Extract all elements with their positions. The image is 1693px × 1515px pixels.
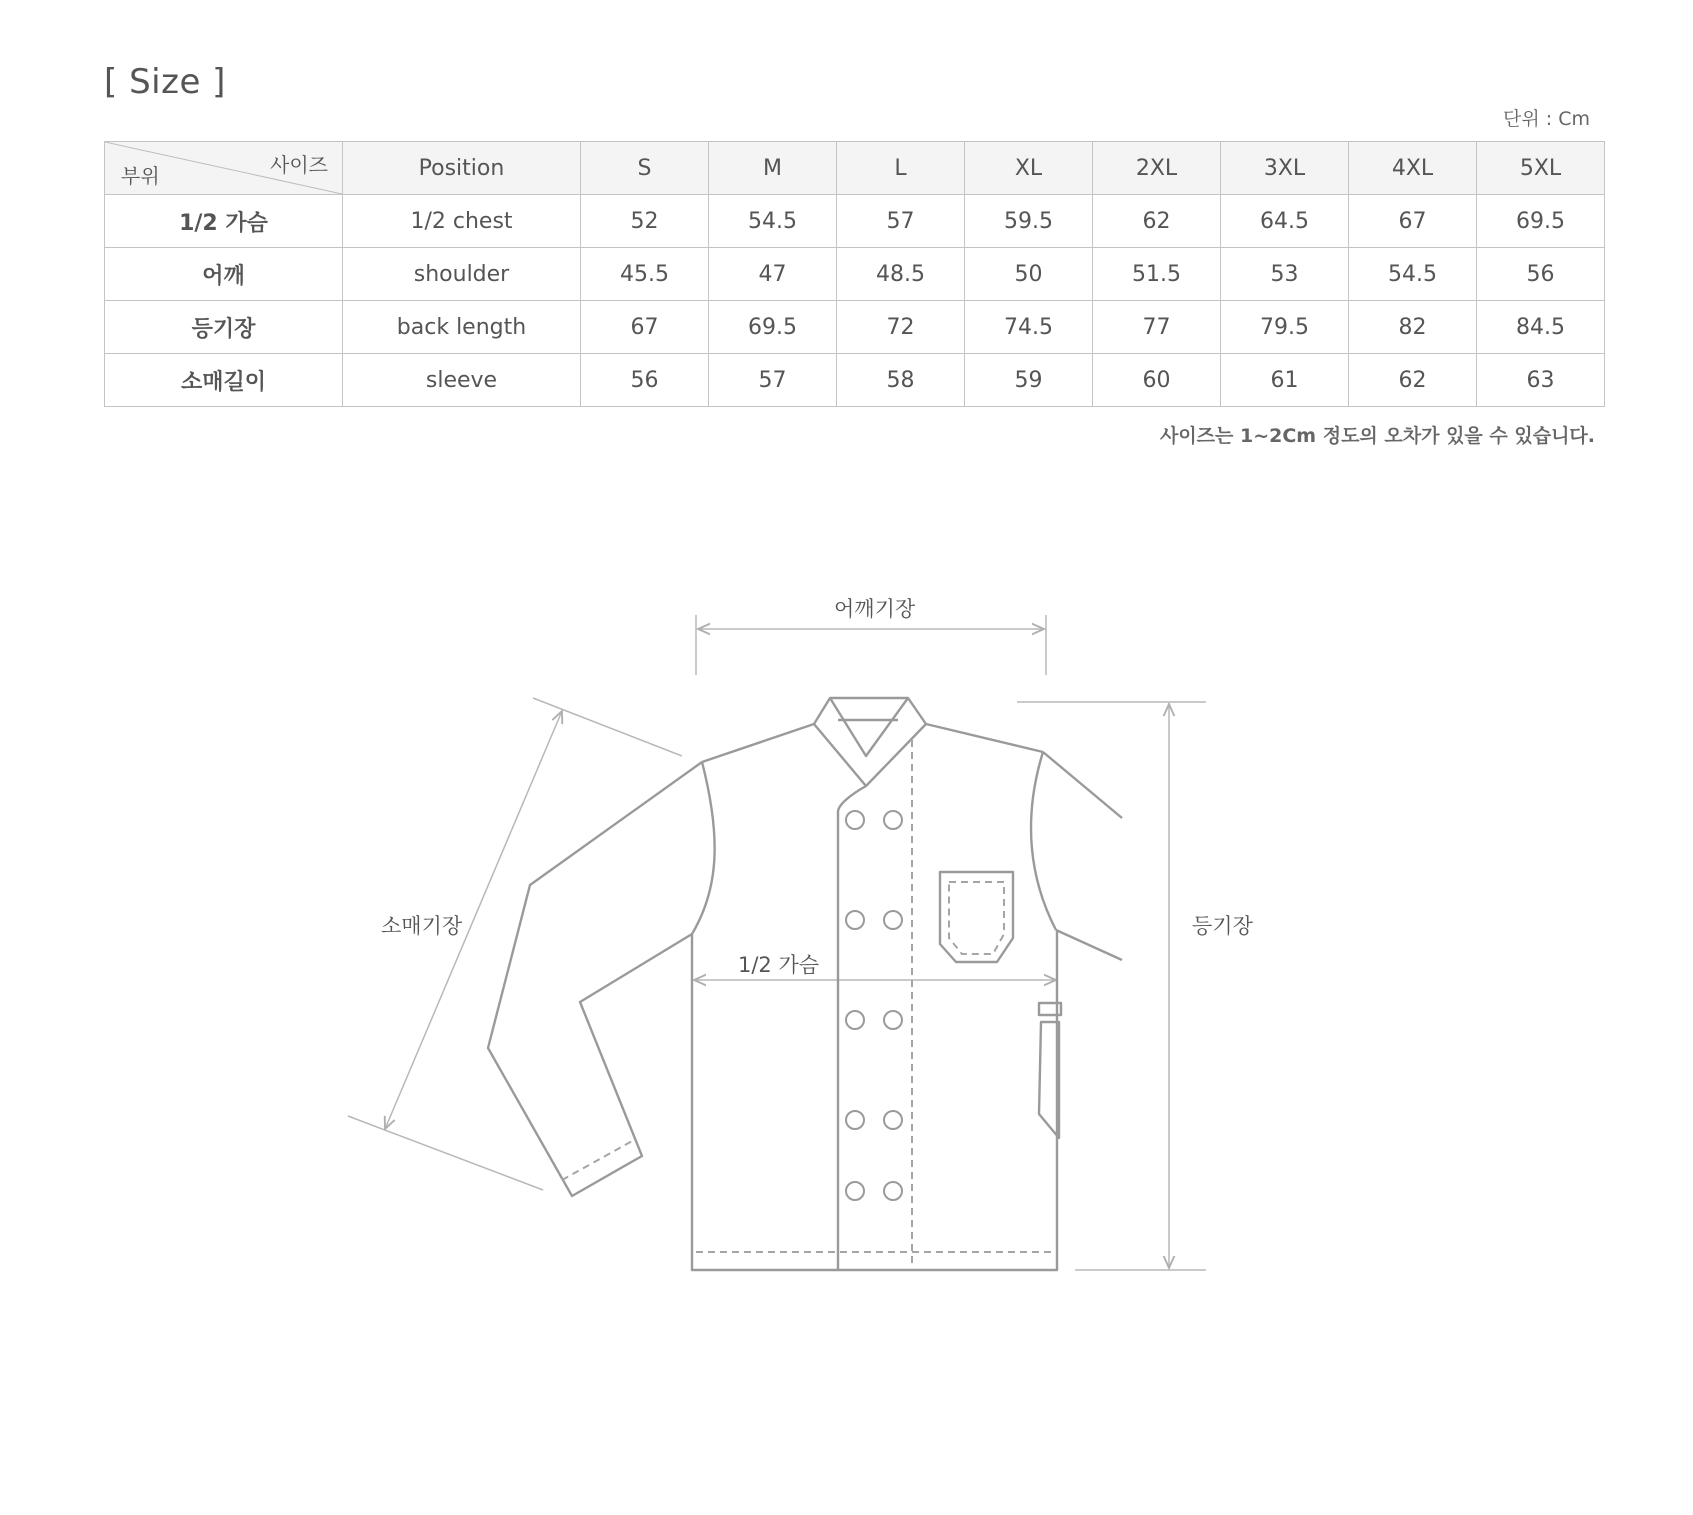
table-cell: 60 (1093, 354, 1221, 407)
row-label-ko: 소매길이 (105, 354, 343, 407)
row-label-en: 1/2 chest (343, 195, 581, 248)
table-row (105, 248, 1605, 301)
size-header: M (709, 142, 837, 195)
shoulder-dimension (696, 615, 1046, 675)
table-row (105, 195, 1605, 248)
sleeve-dimension (348, 698, 682, 1190)
table-cell: 47 (709, 248, 837, 301)
table-cell: 59.5 (965, 195, 1093, 248)
shoulder-dimension-label: 어깨기장 (834, 597, 916, 621)
button-icon (846, 1182, 864, 1200)
size-table (104, 141, 1605, 407)
corner-part-label: 부위 (121, 164, 160, 188)
sleeve-dimension-label: 소매기장 (381, 914, 463, 938)
table-row (105, 301, 1605, 354)
table-cell: 48.5 (837, 248, 965, 301)
size-header: 4XL (1349, 142, 1477, 195)
table-cell: 67 (1349, 195, 1477, 248)
unit-label: 단위 : Cm (1503, 108, 1590, 130)
size-header: S (581, 142, 709, 195)
back-length-dimension-label: 등기장 (1192, 914, 1253, 938)
button-icon (884, 1111, 902, 1129)
table-cell: 56 (581, 354, 709, 407)
button-icon (846, 911, 864, 929)
table-cell: 61 (1221, 354, 1349, 407)
size-header: 3XL (1221, 142, 1349, 195)
size-header: 5XL (1477, 142, 1605, 195)
table-cell: 58 (837, 354, 965, 407)
row-label-ko: 등기장 (105, 301, 343, 354)
table-cell: 51.5 (1093, 248, 1221, 301)
table-cell: 45.5 (581, 248, 709, 301)
button-icon (884, 811, 902, 829)
button-icon (884, 1182, 902, 1200)
table-cell: 77 (1093, 301, 1221, 354)
size-header: L (837, 142, 965, 195)
row-label-en: sleeve (343, 354, 581, 407)
table-cell: 82 (1349, 301, 1477, 354)
section-title: [ Size ] (104, 62, 226, 102)
table-cell: 53 (1221, 248, 1349, 301)
table-cell: 74.5 (965, 301, 1093, 354)
table-cell: 62 (1093, 195, 1221, 248)
button-icon (884, 911, 902, 929)
button-icon (846, 811, 864, 829)
size-tolerance-note: 사이즈는 1~2Cm 정도의 오차가 있을 수 있습니다. (1159, 425, 1595, 447)
chest-dimension-label: 1/2 가슴 (738, 953, 820, 977)
table-cell: 57 (709, 354, 837, 407)
table-cell: 50 (965, 248, 1093, 301)
table-cell: 69.5 (1477, 195, 1605, 248)
button-icon (884, 1011, 902, 1029)
table-cell: 56 (1477, 248, 1605, 301)
jacket-outline (488, 698, 1122, 1270)
position-header: Position (343, 142, 581, 195)
table-cell: 63 (1477, 354, 1605, 407)
row-label-en: back length (343, 301, 581, 354)
row-label-ko: 1/2 가슴 (105, 195, 343, 248)
table-header-row (105, 142, 1605, 195)
back-length-dimension (1017, 702, 1206, 1270)
table-cell: 59 (965, 354, 1093, 407)
table-cell: 72 (837, 301, 965, 354)
table-cell: 62 (1349, 354, 1477, 407)
corner-header-cell (105, 142, 343, 195)
size-header: XL (965, 142, 1093, 195)
row-label-en: shoulder (343, 248, 581, 301)
button-icon (846, 1111, 864, 1129)
table-cell: 52 (581, 195, 709, 248)
corner-size-label: 사이즈 (270, 153, 328, 177)
table-row (105, 354, 1605, 407)
table-cell: 57 (837, 195, 965, 248)
table-cell: 54.5 (1349, 248, 1477, 301)
jacket-stitching (562, 740, 1053, 1266)
row-label-ko: 어깨 (105, 248, 343, 301)
table-cell: 54.5 (709, 195, 837, 248)
table-cell: 64.5 (1221, 195, 1349, 248)
table-cell: 67 (581, 301, 709, 354)
table-cell: 79.5 (1221, 301, 1349, 354)
table-cell: 69.5 (709, 301, 837, 354)
button-icon (846, 1011, 864, 1029)
jacket-buttons (846, 811, 902, 1200)
table-cell: 84.5 (1477, 301, 1605, 354)
size-header: 2XL (1093, 142, 1221, 195)
